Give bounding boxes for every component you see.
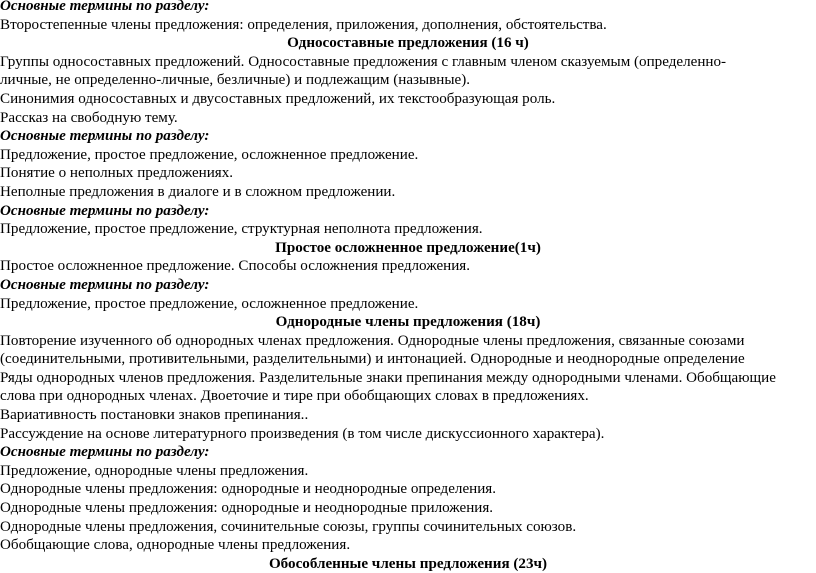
section-terms-label: Основные термины по разделу: [0, 276, 210, 293]
section-terms-label: Основные термины по разделу: [0, 128, 210, 145]
text-line: Простое осложненное предложение. Способы осложнения предложения. [0, 258, 471, 275]
text-line: Предложение, простое предложение, осложненное предложение. [0, 146, 419, 163]
text-line: слова при однородных членах. Двоеточие и тире при обобщающих словах в предложениях. [0, 388, 589, 405]
text-line: Рассуждение на основе литературного произведения (в том числе дискуссионного характера). [0, 425, 605, 442]
text-line: Группы односоставных предложений. Односоставные предложения с главным членом сказуемым (определенно- [0, 53, 727, 70]
section-terms-label: Основные термины по разделу: [0, 0, 210, 14]
section-terms-label: Основные термины по разделу: [0, 202, 210, 219]
text-line: Вариативность постановки знаков препинания.. [0, 407, 309, 424]
text-line: Понятие о неполных предложениях. [0, 165, 234, 182]
text-line: личные, не определенно-личные, безличные) и подлежащим (назывные). [0, 72, 470, 89]
section-terms-label: Основные термины по разделу: [0, 444, 210, 461]
text-line: Обобщающие слова, однородные члены предложения. [0, 537, 351, 554]
text-line: Предложение, однородные члены предложения. [0, 462, 309, 479]
text-line: Однородные члены предложения, сочинительные союзы, группы сочинительных союзов. [0, 518, 577, 535]
text-line: Предложение, простое предложение, структурная неполнота предложения. [0, 221, 483, 238]
text-line: Рассказ на свободную тему. [0, 109, 178, 126]
text-line: Ряды однородных членов предложения. Разделительные знаки препинания между однородными членами. Обобщающие [0, 369, 776, 386]
text-line: Повторение изученного об однородных членах предложения. Однородные члены предложения, связанные союзами [0, 332, 745, 349]
text-line: Синонимия односоставных и двусоставных предложений, их текстообразующая роль. [0, 90, 556, 107]
text-line: Однородные члены предложения: однородные и неоднородные приложения. [0, 500, 494, 517]
section-heading: Простое осложненное предложение(1ч) [275, 239, 541, 256]
text-line: Неполные предложения в диалоге и в сложном предложении. [0, 183, 396, 200]
text-line: Однородные члены предложения: однородные и неоднородные определения. [0, 481, 497, 498]
section-heading: Односоставные предложения (16 ч) [287, 35, 529, 52]
text-line: Второстепенные члены предложения: определения, приложения, дополнения, обстоятельства. [0, 16, 607, 33]
text-line: Предложение, простое предложение, осложненное предложение. [0, 295, 419, 312]
section-heading: Однородные члены предложения (18ч) [275, 314, 541, 331]
section-heading: Обособленные члены предложения (23ч) [268, 555, 548, 572]
text-line: (соединительными, противительными, разделительными) и интонацией. Однородные и неоднородные определение [0, 351, 745, 368]
